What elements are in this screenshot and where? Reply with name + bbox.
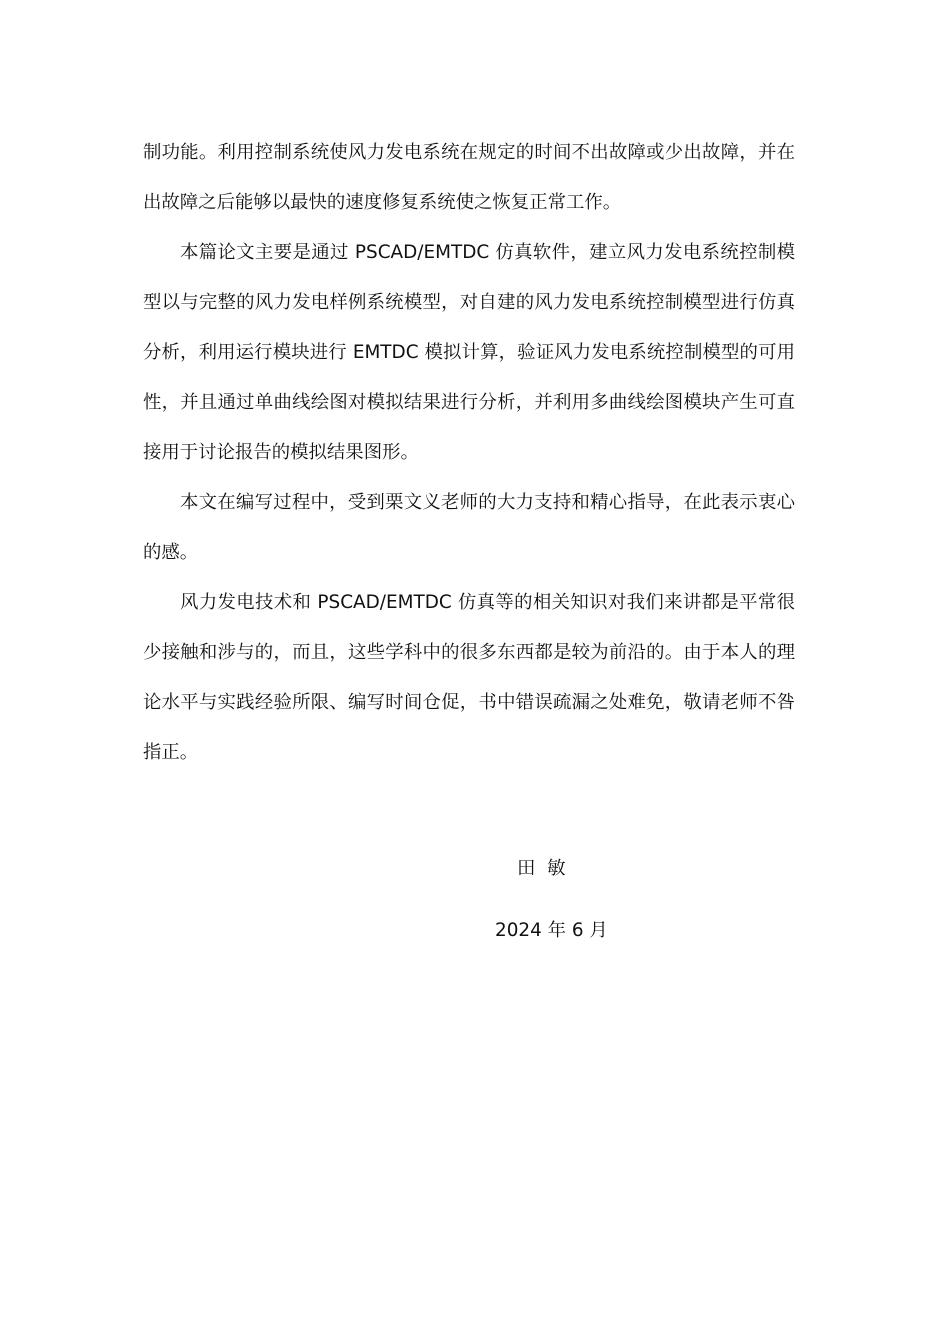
paragraph-2: 本篇论文主要是通过 PSCAD/EMTDC 仿真软件，建立风力发电系统控制模型以与完整的风力发电样例系统模型，对自建的风力发电系统控制模型进行仿真分析，利用运行模块进行 EMTDC 模拟计算，验证风力发电系统控制模型的可用性，并且通过单曲线绘图对模拟结果进行分析，并利用多曲线绘图模块产生可直接用于讨论报告的模拟结果图形。 <box>143 242 795 463</box>
author-name: 田 敏 <box>517 858 566 879</box>
paragraph-4: 风力发电技术和 PSCAD/EMTDC 仿真等的相关知识对我们来讲都是平常很少接触和涉与的，而且，这些学科中的很多东西都是较为前沿的。由于本人的理论水平与实践经验所限、编写时间仓促，书中错误疏漏之处难免，敬请老师不咎指正。 <box>143 592 795 763</box>
paragraph-1: 制功能。利用控制系统使风力发电系统在规定的时间不出故障或少出故障，并在出故障之后能够以最快的速度修复系统使之恢复正常工作。 <box>143 142 795 213</box>
document-body <box>143 128 795 778</box>
signature-date: 2024 年 6 月 <box>495 920 608 941</box>
paragraph-3: 本文在编写过程中，受到栗文义老师的大力支持和精心指导，在此表示衷心的感。 <box>143 492 795 563</box>
